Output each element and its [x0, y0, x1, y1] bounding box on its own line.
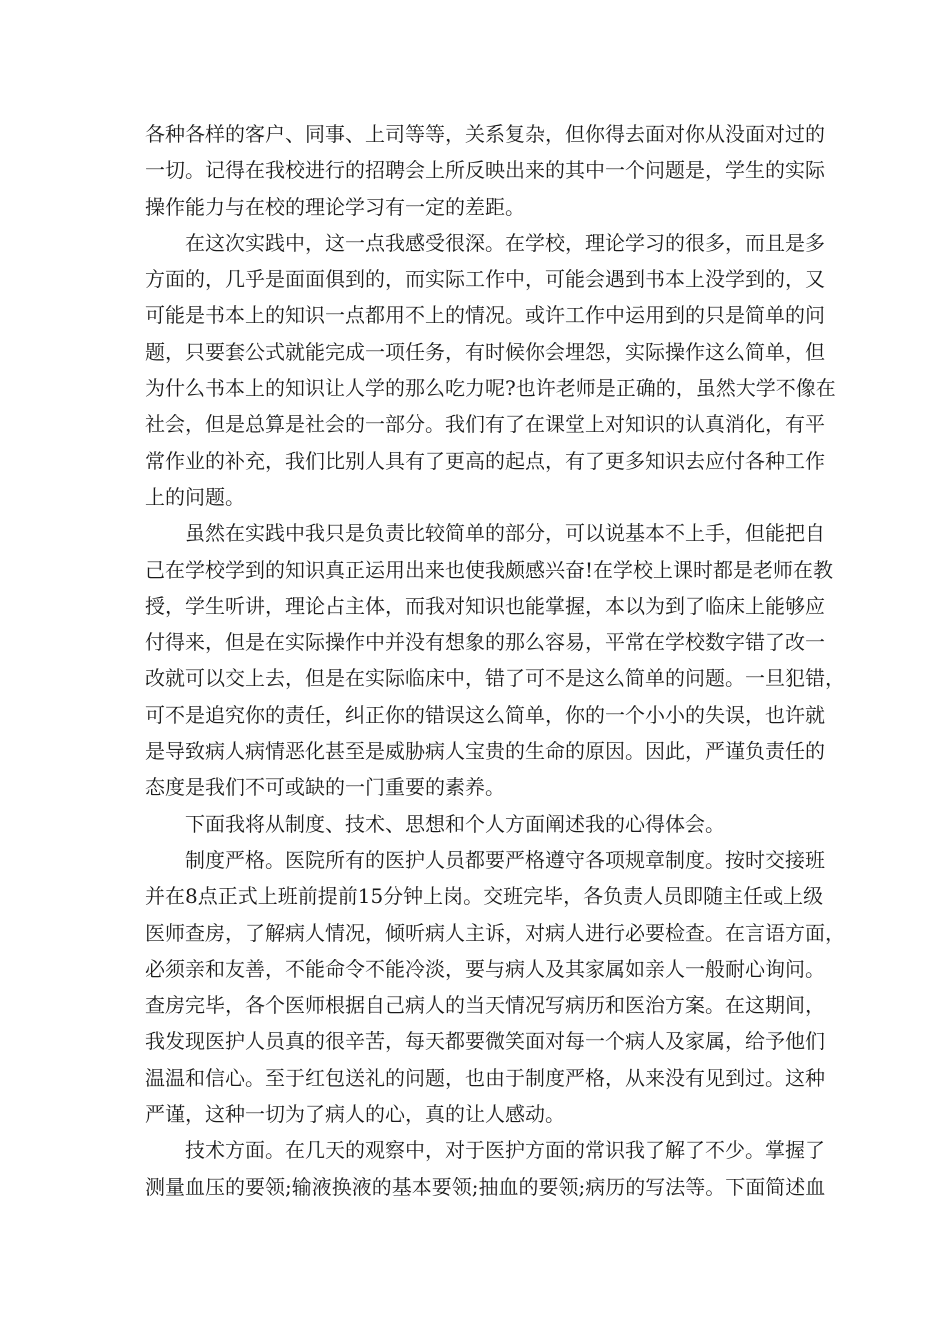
text-line: 并在8点正式上班前提前15分钟上岗。交班完毕，各负责人员即随主任或上级: [145, 884, 824, 909]
document-body: [145, 116, 845, 1205]
text-line: 为什么书本上的知识让人学的那么吃力呢?也许老师是正确的，虽然大学不像在: [145, 376, 836, 401]
text-line: 方面的，几乎是面面俱到的，而实际工作中，可能会遇到书本上没学到的，又: [145, 267, 825, 292]
text-line: 各种各样的客户、同事、上司等等，关系复杂，但你得去面对你从没面对过的: [145, 122, 825, 146]
text-line: 上的问题。: [145, 484, 245, 509]
text-line: 温温和信心。至于红包送礼的问题，也由于制度严格，从来没有见到过。这种: [145, 1065, 825, 1090]
paragraph-first-line: 技术方面。在几天的观察中，对于医护方面的常识我了解了不少。掌握了: [185, 1138, 825, 1163]
text-line: 题，只要套公式就能完成一项任务，有时候你会埋怨，实际操作这么简单，但: [145, 339, 825, 364]
text-line: 查房完毕，各个医师根据自己病人的当天情况写病历和医治方案。在这期间，: [145, 993, 825, 1018]
text-line: 一切。记得在我校进行的招聘会上所反映出来的其中一个问题是，学生的实际: [145, 158, 825, 183]
text-line: 可不是追究你的责任，纠正你的错误这么简单，你的一个小小的失误，也许就: [145, 702, 825, 727]
text-line: 常作业的补充，我们比别人具有了更高的起点，有了更多知识去应付各种工作: [145, 448, 825, 473]
paragraph-first-line: 下面我将从制度、技术、思想和个人方面阐述我的心得体会。: [185, 811, 725, 836]
text-line: 改就可以交上去，但是在实际临床中，错了可不是这么简单的问题。一旦犯错，: [145, 666, 845, 691]
text-line: 我发现医护人员真的很辛苦，每天都要微笑面对每一个病人及家属，给予他们: [145, 1029, 825, 1054]
text-line: 测量血压的要领;输液换液的基本要领;抽血的要领;病历的写法等。下面简述血: [145, 1174, 826, 1199]
text-line: 严谨，这种一切为了病人的心，真的让人感动。: [145, 1102, 565, 1127]
text-line: 操作能力与在校的理论学习有一定的差距。: [145, 194, 525, 219]
text-line: 医师查房，了解病人情况，倾听病人主诉，对病人进行必要检查。在言语方面，: [145, 920, 845, 945]
paragraph-first-line: 制度严格。医院所有的医护人员都要严格遵守各项规章制度。按时交接班: [185, 847, 825, 872]
text-line: 社会，但是总算是社会的一部分。我们有了在课堂上对知识的认真消化，有平: [145, 412, 825, 437]
text-line: 付得来，但是在实际操作中并没有想象的那么容易，平常在学校数字错了改一: [145, 630, 825, 655]
text-line: 是导致病人病情恶化甚至是威胁病人宝贵的生命的原因。因此，严谨负责任的: [145, 739, 825, 764]
paragraph-first-line: 在这次实践中，这一点我感受很深。在学校，理论学习的很多，而且是多: [185, 230, 825, 255]
text-line: 可能是书本上的知识一点都用不上的情况。或许工作中运用到的只是简单的问: [145, 303, 825, 328]
text-line: 态度是我们不可或缺的一门重要的素养。: [145, 775, 505, 800]
paragraph-first-line: 虽然在实践中我只是负责比较简单的部分，可以说基本不上手，但能把自: [185, 521, 825, 546]
text-line: 己在学校学到的知识真正运用出来也使我颇感兴奋!在学校上课时都是老师在教: [145, 557, 834, 582]
text-line: 授，学生听讲，理论占主体，而我对知识也能掌握，本以为到了临床上能够应: [145, 593, 825, 618]
text-line: 必须亲和友善，不能命令不能冷淡，要与病人及其家属如亲人一般耐心询问。: [145, 956, 825, 981]
